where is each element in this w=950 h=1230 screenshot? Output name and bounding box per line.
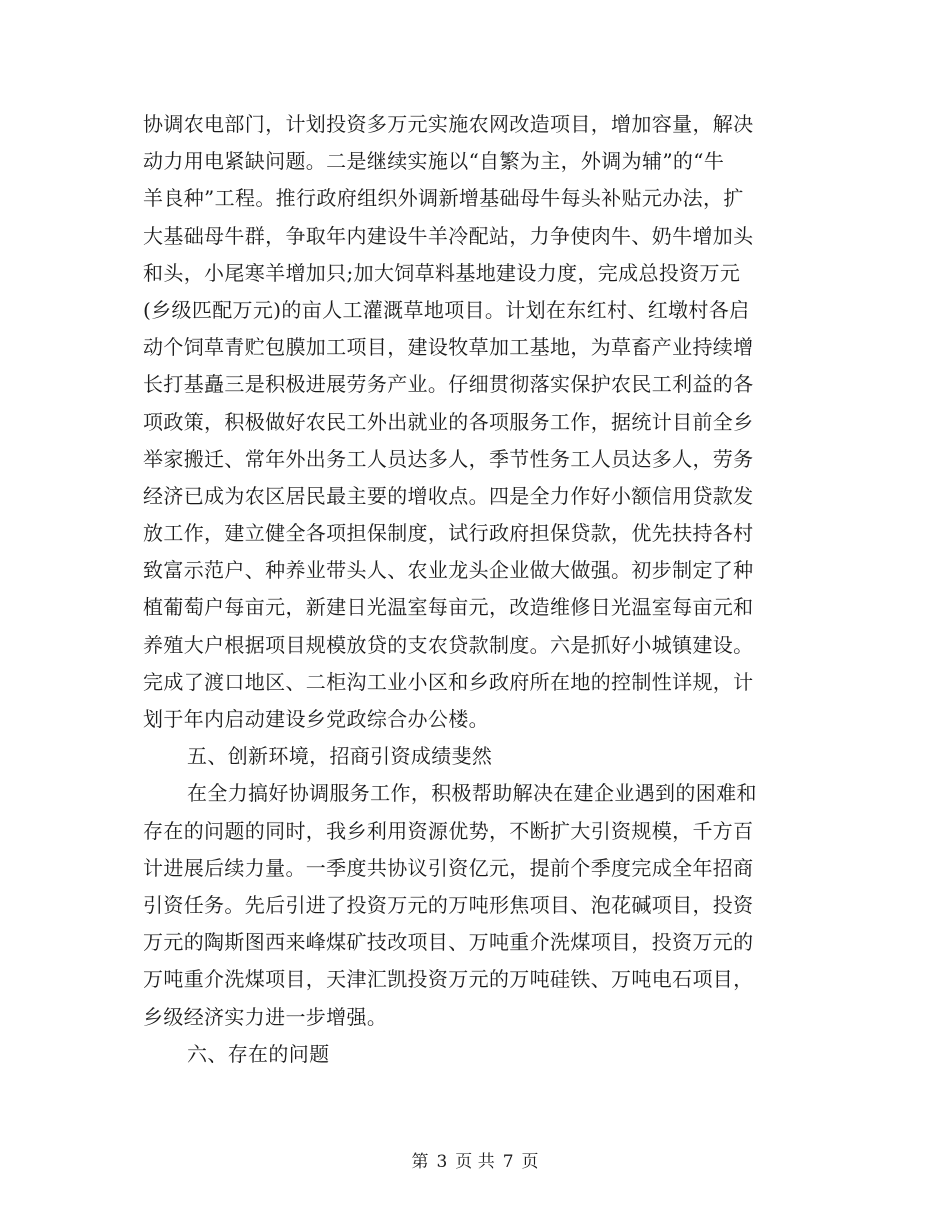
- paragraph-line: 完成了渡口地区、二柜沟工业小区和乡政府所在地的控制性详规，计: [143, 669, 754, 694]
- footer-middle: 页 共: [455, 1152, 495, 1172]
- paragraph-line: 动力用电紧缺问题。二是继续实施以“自繁为主，外调为辅”的“牛: [143, 149, 725, 174]
- page-footer: [0, 1152, 950, 1172]
- section-heading: 六、存在的问题: [187, 1041, 330, 1066]
- paragraph-line: 大基础母牛群，争取年内建设牛羊冷配站，力争使肉牛、奶牛增加头: [143, 223, 754, 248]
- paragraph-line: 植葡萄户每亩元，新建日光温室每亩元，改造维修日光温室每亩元和: [143, 595, 754, 620]
- paragraph-line: 致富示范户、种养业带头人、农业龙头企业做大做强。初步制定了种: [143, 558, 754, 583]
- paragraph-line: 万元的陶斯图西来峰煤矿技改项目、万吨重介洗煤项目，投资万元的: [143, 930, 754, 955]
- footer-total-pages: 7: [502, 1152, 514, 1172]
- section-heading: 五、创新环境，招商引资成绩斐然: [187, 744, 493, 769]
- paragraph-line: 举家搬迁、常年外出务工人员达多人，季节性务工人员达多人，劳务: [143, 446, 754, 471]
- document-body: [143, 106, 807, 1073]
- paragraph-line: 养殖大户根据项目规模放贷的支农贷款制度。六是抓好小城镇建设。: [143, 632, 754, 657]
- paragraph-line: 放工作，建立健全各项担保制度，试行政府担保贷款，优先扶持各村: [143, 521, 754, 546]
- paragraph-line: 乡级经济实力进一步增强。: [143, 1004, 388, 1029]
- paragraph-line: 羊良种”工程。推行政府组织外调新增基础母牛每头补贴元办法，扩: [143, 186, 744, 211]
- paragraph-line: 动个饲草青贮包膜加工项目，建设牧草加工基地，为草畜产业持续增: [143, 335, 754, 360]
- paragraph-line: 长打基矗三是积极进展劳务产业。仔细贯彻落实保护农民工利益的各: [143, 372, 754, 397]
- paragraph-line: 协调农电部门，计划投资多万元实施农网改造项目，增加容量，解决: [143, 112, 754, 136]
- paragraph-line: 项政策，积极做好农民工外出就业的各项服务工作，据统计目前全乡: [143, 409, 754, 434]
- paragraph-line: 万吨重介洗煤项目，天津汇凯投资万元的万吨硅铁、万吨电石项目，: [143, 967, 754, 992]
- footer-suffix: 页: [521, 1152, 539, 1172]
- paragraph-line: 存在的问题的同时，我乡利用资源优势，不断扩大引资规模，千方百: [143, 818, 754, 843]
- paragraph-line: 计进展后续力量。一季度共协议引资亿元，提前个季度完成全年招商: [143, 855, 754, 880]
- footer-prefix: 第: [411, 1152, 429, 1172]
- paragraph-line: 经济已成为农区居民最主要的增收点。四是全力作好小额信用贷款发: [143, 483, 754, 508]
- paragraph-line: (乡级匹配万元)的亩人工灌溉草地项目。计划在东红村、红墩村各启: [143, 297, 750, 322]
- paragraph-line: 引资任务。先后引进了投资万元的万吨形焦项目、泡花碱项目，投资: [143, 892, 754, 917]
- paragraph-line: 划于年内启动建设乡党政综合办公楼。: [143, 707, 489, 731]
- paragraph-line: 和头，小尾寒羊增加只;加大饲草料基地建设力度，完成总投资万元: [143, 260, 741, 285]
- footer-page-number: 3: [436, 1152, 448, 1172]
- paragraph-line: 在全力搞好协调服务工作，积极帮助解决在建企业遇到的困难和: [187, 781, 757, 806]
